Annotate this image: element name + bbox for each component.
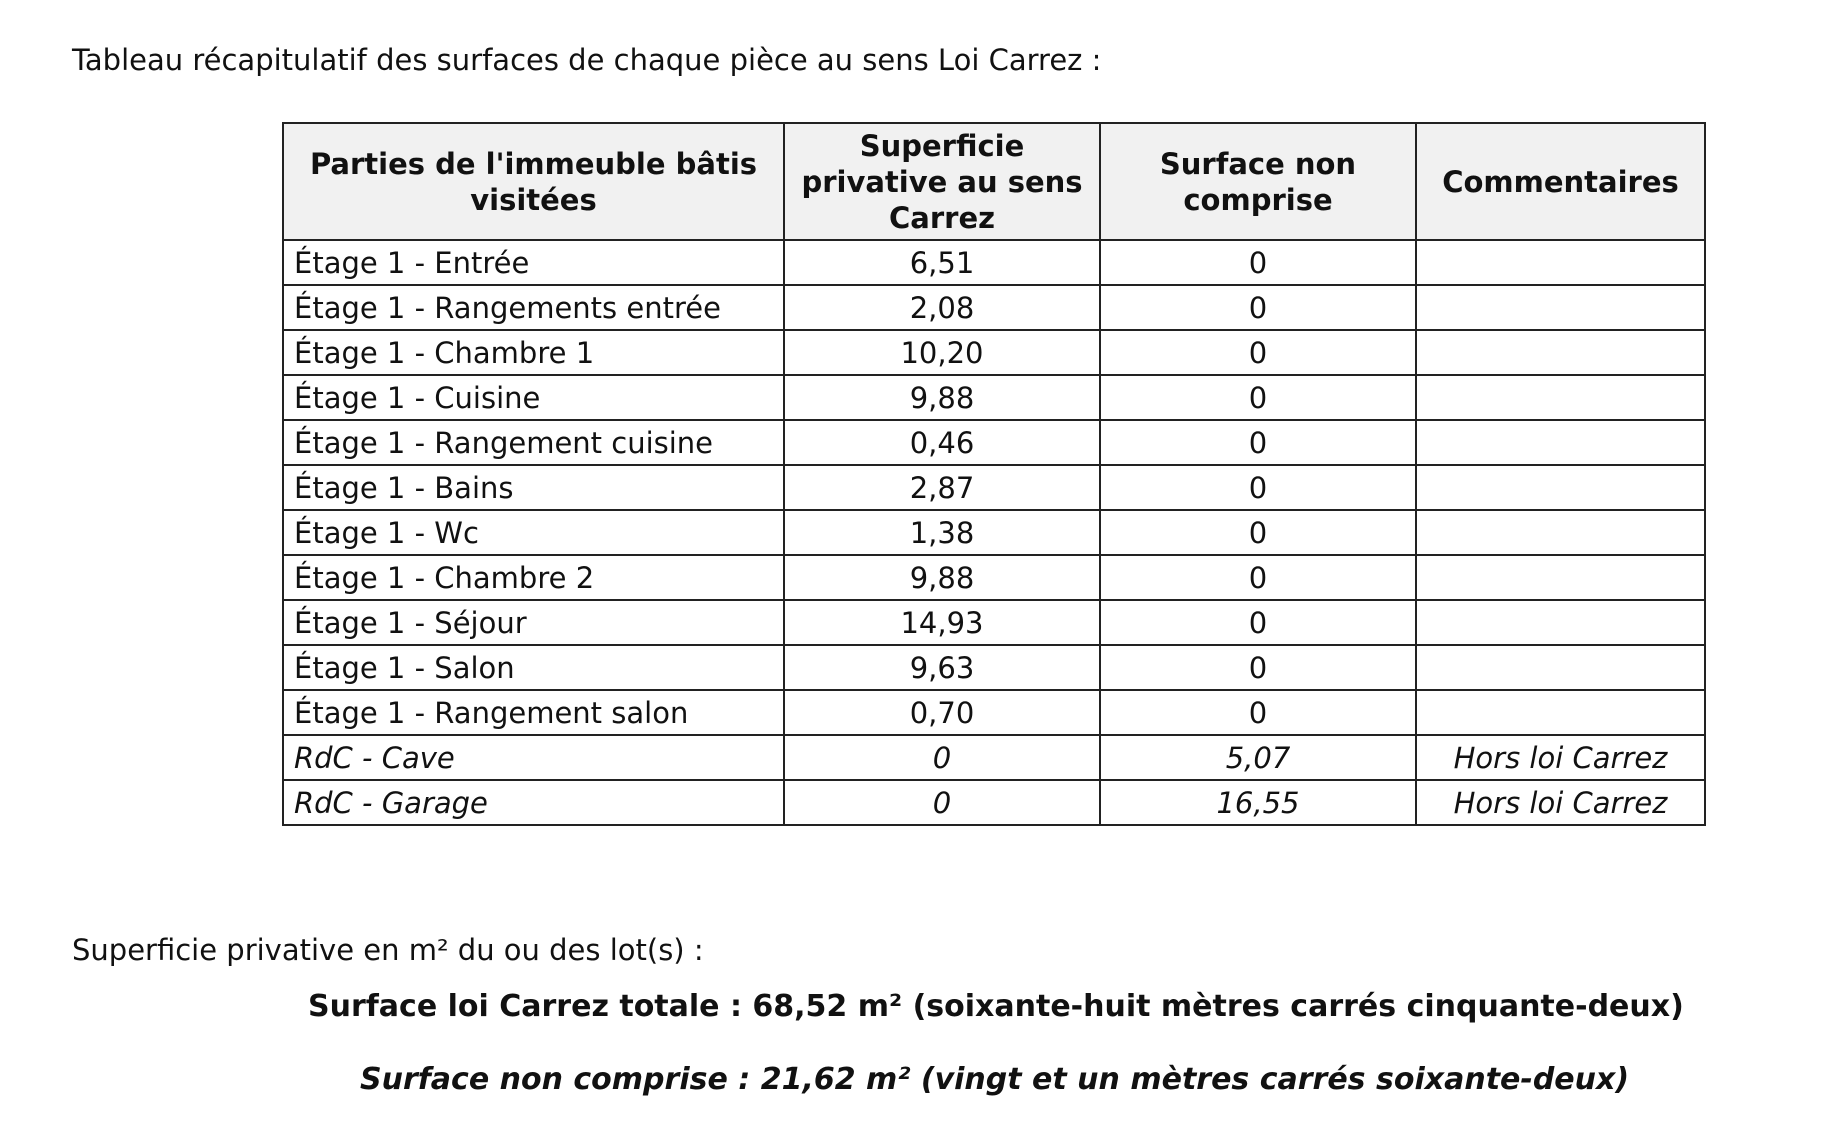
room-name: RdC - Garage — [283, 780, 784, 825]
comment-value — [1416, 330, 1705, 375]
total-non-comprise-surface: Surface non comprise : 21,62 m² (vingt et un mètres carrés soixante-deux) — [360, 1062, 1630, 1097]
table-row — [283, 780, 1705, 825]
carrez-value: 6,51 — [784, 240, 1100, 285]
comment-value — [1416, 375, 1705, 420]
table-row — [283, 375, 1705, 420]
non-comprise-value: 0 — [1100, 330, 1416, 375]
non-comprise-value: 0 — [1100, 420, 1416, 465]
room-name: Étage 1 - Chambre 2 — [283, 555, 784, 600]
table-header-row — [283, 123, 1705, 240]
carrez-value: 0,70 — [784, 690, 1100, 735]
non-comprise-value: 0 — [1100, 690, 1416, 735]
carrez-value: 9,88 — [784, 375, 1100, 420]
room-name: Étage 1 - Entrée — [283, 240, 784, 285]
carrez-value: 0,46 — [784, 420, 1100, 465]
room-name: Étage 1 - Cuisine — [283, 375, 784, 420]
non-comprise-value: 0 — [1100, 375, 1416, 420]
comment-value: Hors loi Carrez — [1416, 780, 1705, 825]
non-comprise-value: 0 — [1100, 465, 1416, 510]
intro-text: Tableau récapitulatif des surfaces de chaque pièce au sens Loi Carrez : — [72, 43, 1102, 77]
table-row — [283, 690, 1705, 735]
table-row — [283, 555, 1705, 600]
room-name: Étage 1 - Wc — [283, 510, 784, 555]
comment-value — [1416, 510, 1705, 555]
header-non-comprise: Surface non comprise — [1100, 123, 1416, 240]
header-rooms: Parties de l'immeuble bâtis visitées — [283, 123, 784, 240]
surfaces-table — [282, 122, 1706, 826]
total-carrez-surface: Surface loi Carrez totale : 68,52 m² (soixante-huit mètres carrés cinquante-deux) — [308, 989, 1684, 1024]
carrez-value: 9,88 — [784, 555, 1100, 600]
carrez-value: 2,87 — [784, 465, 1100, 510]
comment-value — [1416, 690, 1705, 735]
comment-value — [1416, 420, 1705, 465]
comment-value — [1416, 465, 1705, 510]
summary-intro: Superficie privative en m² du ou des lot(s) : — [72, 933, 704, 967]
table-row — [283, 420, 1705, 465]
carrez-value: 0 — [784, 735, 1100, 780]
room-name: Étage 1 - Bains — [283, 465, 784, 510]
non-comprise-value: 0 — [1100, 240, 1416, 285]
carrez-value: 1,38 — [784, 510, 1100, 555]
room-name: Étage 1 - Chambre 1 — [283, 330, 784, 375]
carrez-value: 0 — [784, 780, 1100, 825]
room-name: Étage 1 - Rangement cuisine — [283, 420, 784, 465]
room-name: Étage 1 - Rangement salon — [283, 690, 784, 735]
carrez-value: 14,93 — [784, 600, 1100, 645]
comment-value — [1416, 600, 1705, 645]
room-name: Étage 1 - Rangements entrée — [283, 285, 784, 330]
comment-value: Hors loi Carrez — [1416, 735, 1705, 780]
table-row — [283, 600, 1705, 645]
header-comments: Commentaires — [1416, 123, 1705, 240]
non-comprise-value: 0 — [1100, 600, 1416, 645]
header-carrez-surface: Superficie privative au sens Carrez — [784, 123, 1100, 240]
non-comprise-value: 0 — [1100, 555, 1416, 600]
comment-value — [1416, 285, 1705, 330]
table-row — [283, 645, 1705, 690]
table-row — [283, 240, 1705, 285]
table-row — [283, 285, 1705, 330]
room-name: RdC - Cave — [283, 735, 784, 780]
carrez-value: 2,08 — [784, 285, 1100, 330]
table-row — [283, 510, 1705, 555]
non-comprise-value: 16,55 — [1100, 780, 1416, 825]
room-name: Étage 1 - Salon — [283, 645, 784, 690]
comment-value — [1416, 645, 1705, 690]
table-row — [283, 735, 1705, 780]
non-comprise-value: 0 — [1100, 510, 1416, 555]
table-row — [283, 465, 1705, 510]
non-comprise-value: 0 — [1100, 285, 1416, 330]
comment-value — [1416, 555, 1705, 600]
carrez-value: 10,20 — [784, 330, 1100, 375]
carrez-value: 9,63 — [784, 645, 1100, 690]
table-row — [283, 330, 1705, 375]
non-comprise-value: 5,07 — [1100, 735, 1416, 780]
non-comprise-value: 0 — [1100, 645, 1416, 690]
room-name: Étage 1 - Séjour — [283, 600, 784, 645]
comment-value — [1416, 240, 1705, 285]
